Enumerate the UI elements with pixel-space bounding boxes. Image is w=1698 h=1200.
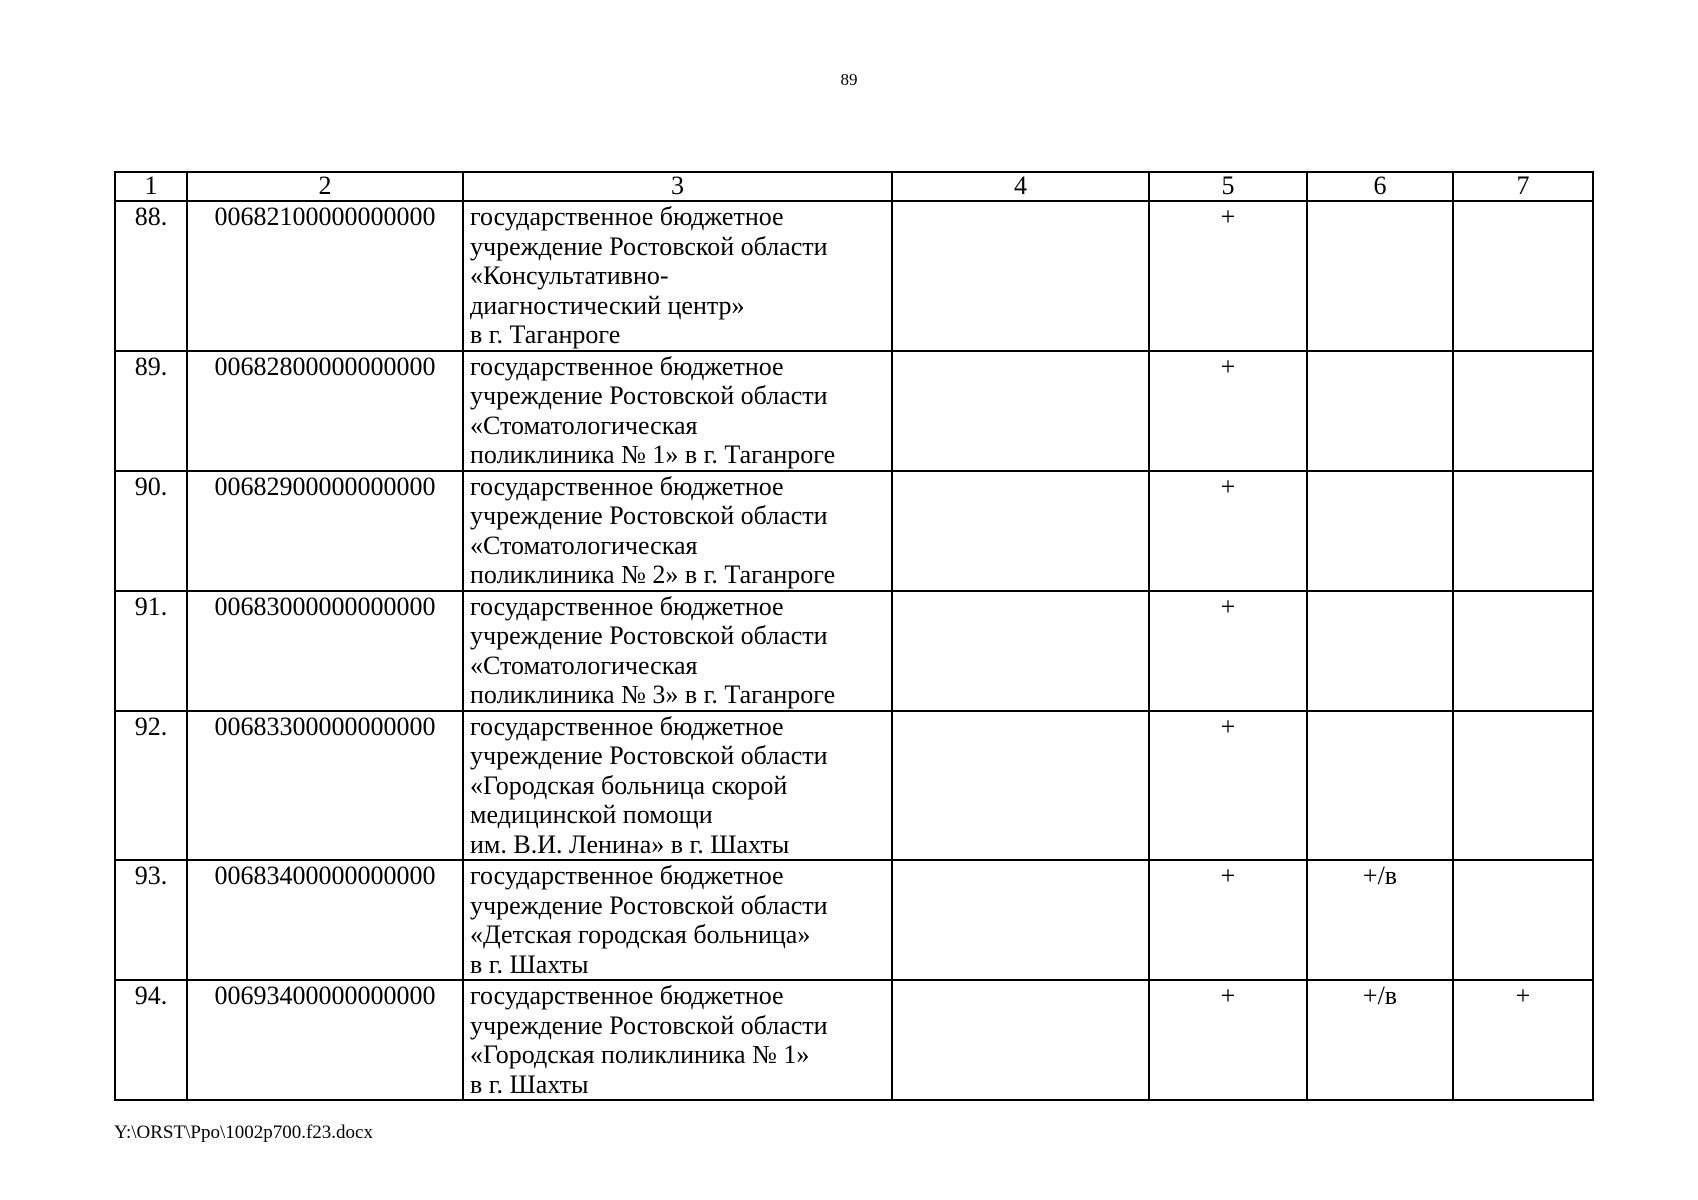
institution-name-line: в г. Шахты (470, 1069, 589, 1099)
column-6-mark-cell: +/в (1307, 860, 1453, 980)
institution-name-line: учреждение Ростовской области (470, 1010, 828, 1040)
column-5-mark-cell: + (1149, 591, 1307, 711)
institution-name-line: «Стоматологическая (470, 410, 698, 440)
institution-name-line: учреждение Ростовской области (470, 890, 828, 920)
institution-name-line: «Детская городская больница» (470, 920, 811, 949)
column-7-mark-cell (1453, 591, 1593, 711)
table-row (115, 980, 1593, 1100)
column-header: 4 (892, 172, 1149, 201)
column-5-mark-cell: + (1149, 471, 1307, 591)
column-5-mark-cell: + (1149, 201, 1307, 351)
institution-name-line: диагностический центр» (470, 290, 745, 320)
institution-name-line: учреждение Ростовской области (470, 381, 828, 410)
institution-name-cell (463, 591, 892, 711)
row-code-cell: 00682100000000000 (187, 201, 463, 351)
column-6-mark-cell (1307, 711, 1453, 861)
institution-name-cell (463, 471, 892, 591)
row-number-cell: 92. (115, 711, 187, 861)
row-code-cell: 00682900000000000 (187, 471, 463, 591)
institution-name-line: поликлиника № 3» в г. Таганроге (470, 680, 836, 709)
table-header-row (115, 172, 1593, 201)
row-code-cell: 00683000000000000 (187, 591, 463, 711)
column-5-mark-cell: + (1149, 351, 1307, 471)
column-5-mark-cell: + (1149, 980, 1307, 1100)
institution-name-cell (463, 860, 892, 980)
column-4-cell (892, 980, 1149, 1100)
column-6-mark-cell: +/в (1307, 980, 1453, 1100)
institution-name-line: «Стоматологическая (470, 650, 698, 680)
institution-name-line: им. В.И. Ленина» в г. Шахты (470, 829, 790, 859)
institution-name-line: «Стоматологическая (470, 530, 698, 560)
institution-name-line: государственное бюджетное (470, 591, 784, 621)
institution-name-line: учреждение Ростовской области (470, 501, 828, 530)
row-code-cell: 00683400000000000 (187, 860, 463, 980)
column-header: 5 (1149, 172, 1307, 201)
institution-name-line: учреждение Ростовской области (470, 231, 828, 261)
institution-name-line: поликлиника № 1» в г. Таганроге (470, 440, 836, 469)
institution-name-line: государственное бюджетное (470, 471, 784, 501)
column-header: 7 (1453, 172, 1593, 201)
footer-file-path: Y:\ORST\Ppo\1002p700.f23.docx (114, 1122, 373, 1143)
institution-name-cell (463, 351, 892, 471)
table-row (115, 860, 1593, 980)
registry-table (114, 171, 1594, 1101)
column-6-mark-cell (1307, 201, 1453, 351)
row-code-cell: 00683300000000000 (187, 711, 463, 861)
column-4-cell (892, 471, 1149, 591)
institution-name-line: поликлиника № 2» в г. Таганроге (470, 560, 836, 589)
page-number: 89 (840, 70, 858, 89)
institution-name-line: в г. Шахты (470, 949, 589, 979)
table-row (115, 591, 1593, 711)
institution-name-line: «Городская больница скорой (470, 770, 788, 800)
table-row (115, 351, 1593, 471)
table-row (115, 201, 1593, 351)
column-7-mark-cell (1453, 201, 1593, 351)
row-number-cell: 93. (115, 860, 187, 980)
row-number-cell: 88. (115, 201, 187, 351)
institution-name-line: государственное бюджетное (470, 981, 784, 1010)
row-number-cell: 89. (115, 351, 187, 471)
column-5-mark-cell: + (1149, 860, 1307, 980)
institution-name-line: медицинской помощи (470, 800, 713, 829)
column-7-mark-cell: + (1453, 980, 1593, 1100)
column-4-cell (892, 591, 1149, 711)
institution-name-line: государственное бюджетное (470, 202, 784, 231)
institution-name-cell (463, 711, 892, 861)
table-row (115, 471, 1593, 591)
column-5-mark-cell: + (1149, 711, 1307, 861)
column-header: 6 (1307, 172, 1453, 201)
column-7-mark-cell (1453, 351, 1593, 471)
column-4-cell (892, 860, 1149, 980)
column-header: 1 (115, 172, 187, 201)
column-4-cell (892, 201, 1149, 351)
column-6-mark-cell (1307, 591, 1453, 711)
column-7-mark-cell (1453, 860, 1593, 980)
row-number-cell: 91. (115, 591, 187, 711)
column-7-mark-cell (1453, 711, 1593, 861)
row-code-cell: 00682800000000000 (187, 351, 463, 471)
column-7-mark-cell (1453, 471, 1593, 591)
institution-name-cell (463, 201, 892, 351)
column-header: 2 (187, 172, 463, 201)
table-row (115, 711, 1593, 861)
column-4-cell (892, 711, 1149, 861)
institution-name-line: в г. Таганроге (470, 320, 621, 349)
institution-name-cell (463, 980, 892, 1100)
institution-name-line: учреждение Ростовской области (470, 621, 828, 650)
institution-name-line: «Городская поликлиника № 1» (470, 1040, 810, 1069)
row-number-cell: 90. (115, 471, 187, 591)
institution-name-line: «Консультативно- (470, 261, 669, 290)
column-header: 3 (463, 172, 892, 201)
column-6-mark-cell (1307, 471, 1453, 591)
column-6-mark-cell (1307, 351, 1453, 471)
institution-name-line: учреждение Ростовской области (470, 741, 828, 770)
institution-name-line: государственное бюджетное (470, 351, 784, 381)
institution-name-line: государственное бюджетное (470, 711, 784, 741)
row-code-cell: 00693400000000000 (187, 980, 463, 1100)
row-number-cell: 94. (115, 980, 187, 1100)
column-4-cell (892, 351, 1149, 471)
institution-name-line: государственное бюджетное (470, 861, 784, 890)
